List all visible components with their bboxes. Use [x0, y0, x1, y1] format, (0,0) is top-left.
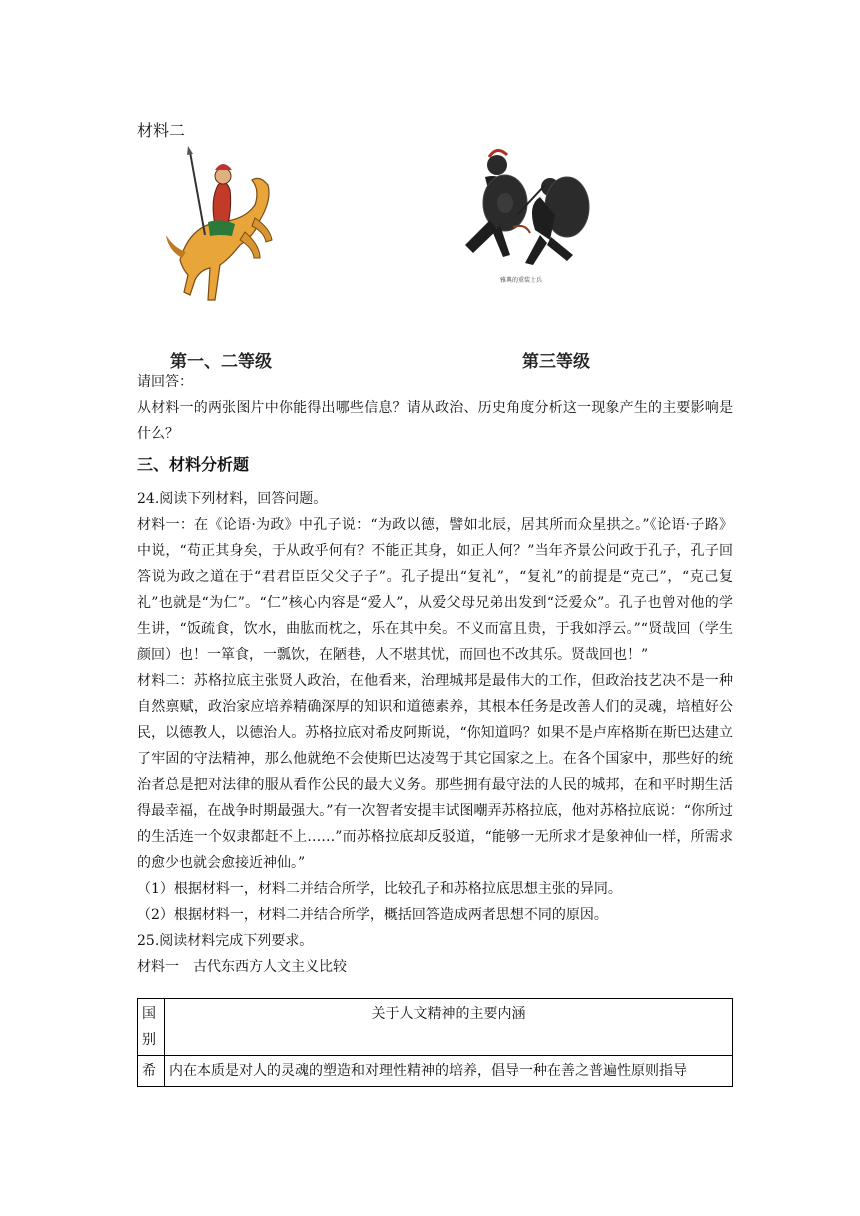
table-cell-content: 内在本质是对人的灵魂的塑造和对理性精神的培养，倡导一种在善之普遍性原则指导	[165, 1056, 733, 1087]
grade-label-right: 第三等级	[522, 352, 590, 372]
q24-block	[137, 486, 733, 980]
hoplite-caption: 雅典的重装士兵	[500, 277, 543, 284]
table-header-country: 国别	[138, 999, 165, 1056]
q24-material2: 材料二：苏格拉底主张贤人政治，在他看来，治理城邦是最伟大的工作，但政治技艺决不是一种自然禀赋，政治家应培养精确深厚的知识和道德素养，其根本任务是改善人们的灵魂，培植好公民，以德教人，以德治人。苏格拉底对希皮阿斯说，“你知道吗？如果不是卢库格斯在斯巴达建立了牢固的守法精神，那么他就绝不会使斯巴达凌驾于其它国家之上。在各个国家中，那些好的统治者总是把对法律的服从看作公民的最大义务。那些拥有最守法的人民的城邦，在和平时期生活得最幸福，在战争时期最强大。”有一次智者安提丰试图嘲弄苏格拉底，他对苏格拉底说：“你所过的生活连一个奴隶都赶不上……”而苏格拉底却反驳道，“能够一无所求才是象神仙一样，所需求的愈少也就会愈接近神仙。”	[137, 673, 733, 871]
hoplite-warriors-illustration	[455, 145, 595, 290]
humanism-table	[137, 998, 733, 1087]
material2-label: 材料二	[137, 121, 186, 140]
question-text: 从材料一的两张图片中你能得出哪些信息？请从政治、历史角度分析这一现象产生的主要影响是什么？	[137, 400, 733, 442]
table-row	[138, 1056, 733, 1087]
q24-sub2: （2）根据材料一，材料二并结合所学，概括回答造成两者思想不同的原因。	[137, 907, 608, 923]
answer-prompt: 请回答：	[137, 374, 193, 390]
q24-intro: 24.阅读下列材料，回答问题。	[137, 491, 328, 507]
table-cell-country: 希	[138, 1056, 165, 1087]
q25-material1-title: 材料一 古代东西方人文主义比较	[137, 959, 347, 975]
horse-rider-illustration	[160, 140, 280, 305]
table-header-content: 关于人文精神的主要内涵	[165, 999, 733, 1056]
section-heading: 三、材料分析题	[137, 455, 250, 474]
grade-label-left: 第一、二等级	[170, 352, 272, 372]
question-block	[137, 369, 733, 447]
table-row	[138, 999, 733, 1056]
q24-material1: 材料一：在《论语·为政》中孔子说：“为政以德，譬如北辰，居其所而众星拱之。”《论语·子路》中说，“苟正其身矣，于从政乎何有？不能正其身，如正人何？”当年齐景公问政于孔子，孔子回答说为政之道在于“君君臣臣父父子子”。孔子提出“复礼”，“复礼”的前提是“克己”，“克己复礼”也就是“为仁”。“仁”核心内容是“爱人”，从爱父母兄弟出发到“泛爱众”。孔子也曾对他的学生讲，“饭疏食，饮水，曲肱而枕之，乐在其中矣。不义而富且贵，于我如浮云。”“贤哉回（学生颜回）也！一箪食，一瓢饮，在陋巷，人不堪其忧，而回也不改其乐。贤哉回也！”	[137, 517, 733, 663]
q24-sub1: （1）根据材料一，材料二并结合所学，比较孔子和苏格拉底思想主张的异同。	[137, 881, 622, 897]
q25-intro: 25.阅读材料完成下列要求。	[137, 933, 314, 949]
